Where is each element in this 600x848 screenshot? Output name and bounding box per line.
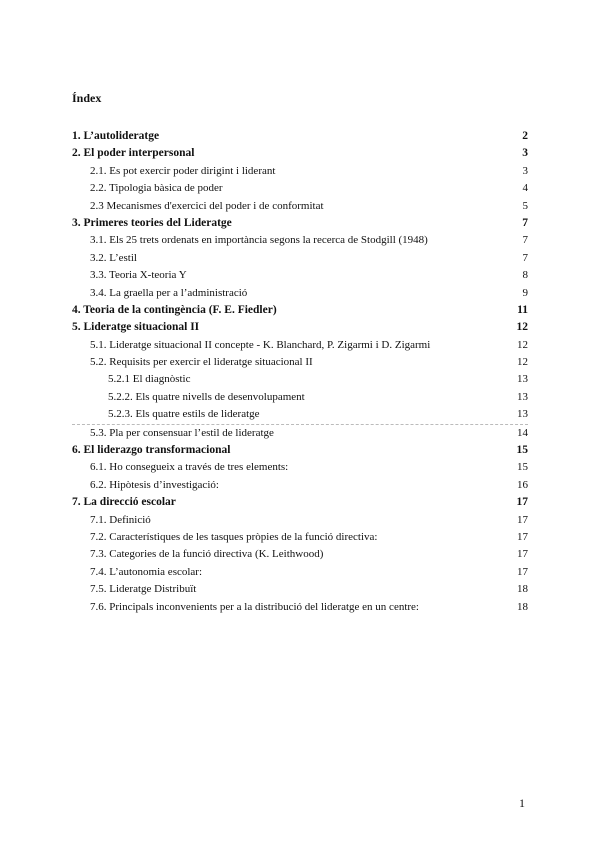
toc-entry[interactable]: [72, 302, 528, 319]
toc-entry[interactable]: [72, 406, 528, 423]
toc-entry[interactable]: [72, 371, 528, 388]
toc-entry-label: 7.1. Definició: [90, 513, 151, 526]
toc-entry-page: 13: [517, 390, 528, 403]
toc-entry[interactable]: [72, 354, 528, 371]
toc-entry[interactable]: [72, 512, 528, 529]
toc-entry[interactable]: [72, 285, 528, 302]
toc-entry-page: 13: [517, 408, 528, 421]
toc-entry-label: 2.2. Tipologia bàsica de poder: [90, 182, 223, 195]
toc-entry[interactable]: [72, 163, 528, 180]
toc-entry[interactable]: [72, 599, 528, 616]
toc-entry-label: 5.3. Pla per consensuar l’estil de lideratge: [90, 426, 274, 439]
toc-entry[interactable]: [72, 198, 528, 215]
toc-entry-label: 5.2.2. Els quatre nivells de desenvolupament: [108, 390, 305, 403]
toc-entry[interactable]: [72, 267, 528, 284]
toc-entry[interactable]: [72, 494, 528, 511]
toc-entry[interactable]: [72, 564, 528, 581]
toc-entry-page: 13: [517, 373, 528, 386]
toc-entry-label: 5.1. Lideratge situacional II concepte - K. Blanchard, P. Zigarmi i D. Zigarmi: [90, 338, 431, 351]
toc-entry-label: 3.4. La graella per a l’administració: [90, 286, 248, 299]
toc-entry-label: 6.1. Ho consegueix a través de tres elements:: [90, 461, 289, 474]
toc-entry-label: 6.2. Hipòtesis d’investigació:: [90, 478, 219, 491]
toc-entry-label: 5.2. Requisits per exercir el lideratge situacional II: [90, 356, 313, 369]
toc-entry-page: 12: [516, 321, 528, 334]
toc-entry-page: 18: [517, 583, 528, 596]
toc-entry-page: 17: [517, 530, 528, 543]
toc-entry[interactable]: [72, 389, 528, 406]
toc-entry[interactable]: [72, 145, 528, 162]
toc-entry[interactable]: [72, 581, 528, 598]
toc-entry[interactable]: [72, 459, 528, 476]
toc-entry[interactable]: [72, 319, 528, 336]
page-title: Índex: [72, 91, 102, 105]
toc-entry-label: 7.3. Categories de la funció directiva (K. Leithwood): [90, 548, 324, 561]
toc-entry-label: 5. Lideratge situacional II: [72, 321, 200, 334]
toc-entry-page: 4: [522, 182, 528, 195]
toc-entry-label: 7.4. L’autonomia escolar:: [90, 565, 203, 578]
toc-entry-page: 7: [522, 251, 528, 264]
toc-entry-page: 15: [516, 444, 528, 457]
toc-entry-label: 3.3. Teoria X-teoria Y: [90, 269, 187, 282]
toc-entry-page: 17: [517, 565, 528, 578]
toc-entry[interactable]: [72, 250, 528, 267]
toc-entry-label: 2.1. Es pot exercir poder dirigint i liderant: [90, 164, 276, 177]
toc-entry-label: 6. El liderazgo transformacional: [72, 444, 231, 457]
toc-entry-page: 5: [522, 199, 528, 212]
toc-entry[interactable]: [72, 442, 528, 459]
toc-entry-label: 7.5. Lideratge Distribuït: [90, 583, 197, 596]
toc-entry-page: 17: [516, 496, 528, 509]
toc-entry-page: 18: [517, 600, 528, 613]
page-number: 1: [519, 796, 525, 810]
toc-entry-label: 7. La direcció escolar: [72, 496, 176, 509]
toc-entry[interactable]: [72, 215, 528, 232]
toc-entry-label: 3.2. L’estil: [90, 251, 137, 264]
toc-entry[interactable]: [72, 477, 528, 494]
toc-entry[interactable]: [72, 546, 528, 563]
toc-entry-label: 4. Teoria de la contingència (F. E. Fiedler): [72, 303, 277, 316]
toc-entry-page: 12: [517, 356, 528, 369]
toc-entry-page: 16: [517, 478, 528, 491]
toc-entry-label: 2. El poder interpersonal: [72, 147, 195, 160]
toc-entry-page: 17: [517, 548, 528, 561]
toc-entry-label: 2.3 Mecanismes d'exercici del poder i de conformitat: [90, 199, 324, 212]
toc-entry-label: 5.2.3. Els quatre estils de lideratge: [108, 408, 260, 421]
toc-entry-page: 15: [517, 461, 528, 474]
toc-entry-page: 11: [517, 303, 528, 316]
toc-entry-page: 8: [522, 269, 528, 282]
toc-entry-page: 2: [522, 130, 528, 142]
toc-entry[interactable]: [72, 529, 528, 546]
toc-entry-page: 14: [517, 426, 528, 439]
toc-entry-page: 3: [522, 147, 528, 160]
toc-entry[interactable]: [72, 232, 528, 249]
toc-entry-page: 7: [522, 234, 528, 247]
toc-entry[interactable]: [72, 180, 528, 197]
toc-entry-page: 17: [517, 513, 528, 526]
toc-entry-page: 12: [517, 338, 528, 351]
table-of-contents: [72, 128, 528, 616]
toc-entry-page: 3: [522, 164, 528, 177]
toc-entry-page: 9: [522, 286, 528, 299]
toc-entry-label: 3. Primeres teories del Lideratge: [72, 216, 232, 229]
toc-entry-label: 7.2. Característiques de les tasques pròpies de la funció directiva:: [90, 530, 378, 543]
toc-entry-label: 3.1. Els 25 trets ordenats en importància segons la recerca de Stodgill (1948): [90, 234, 428, 247]
toc-entry-page: 7: [522, 216, 528, 229]
toc-entry-label: 1. L’autolideratge: [72, 130, 160, 142]
toc-entry[interactable]: [72, 128, 528, 145]
toc-entry-label: 5.2.1 El diagnòstic: [108, 373, 191, 386]
toc-entry[interactable]: [72, 424, 528, 442]
toc-entry[interactable]: [72, 337, 528, 354]
toc-entry-label: 7.6. Principals inconvenients per a la distribució del lideratge en un centre:: [90, 600, 419, 613]
